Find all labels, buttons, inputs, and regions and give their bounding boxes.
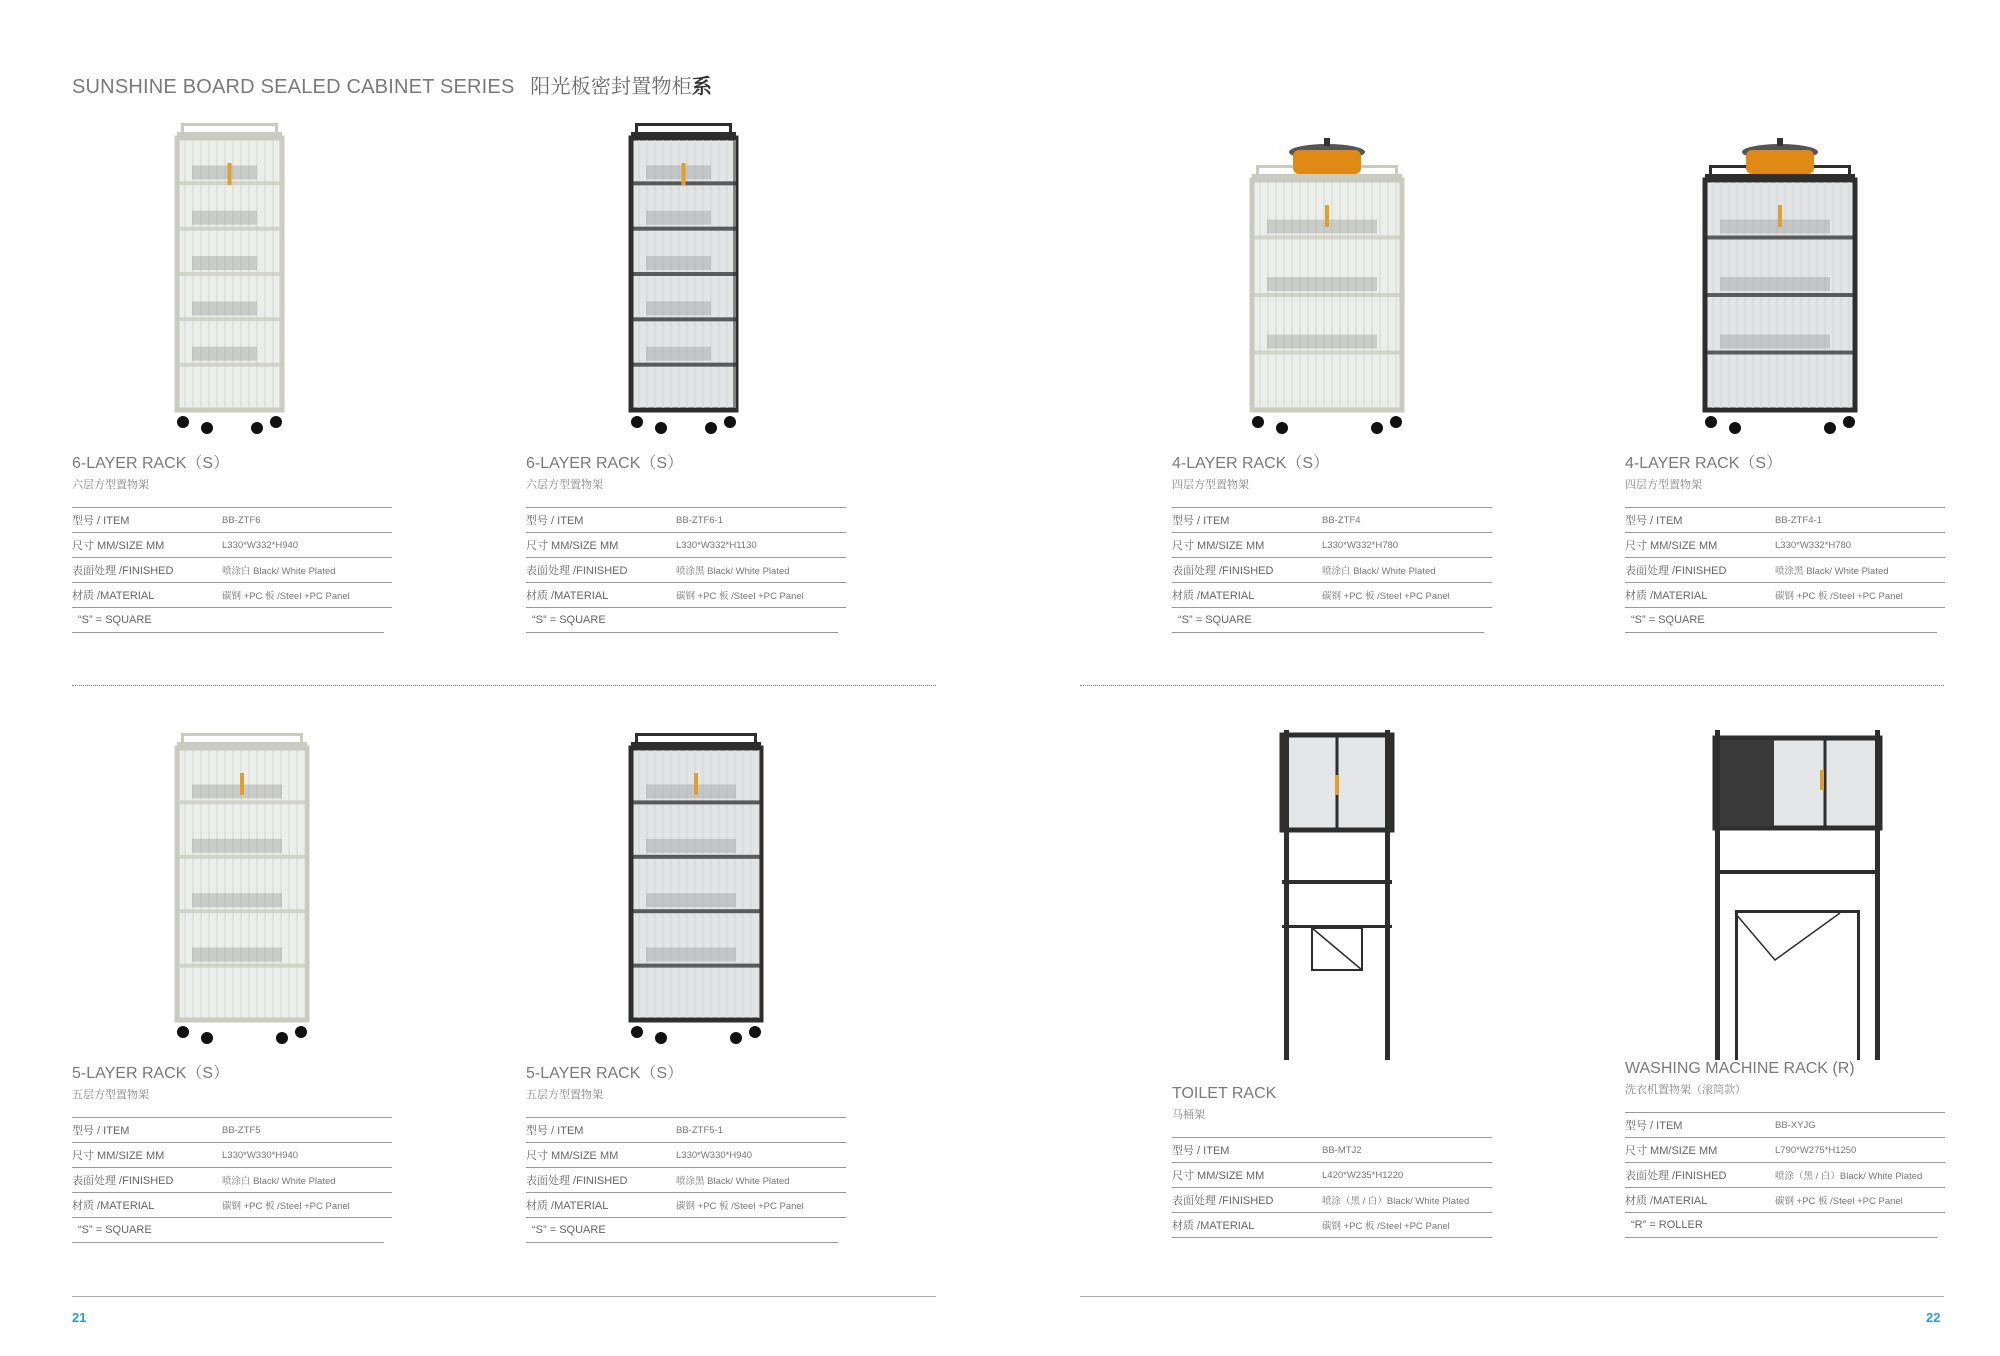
product-image	[1172, 120, 1492, 450]
spec-value: BB-ZTF5-1	[676, 1124, 723, 1136]
product-card	[1625, 120, 1945, 633]
spec-value: 喷涂白 Black/ White Plated	[222, 566, 336, 577]
spec-row-finished	[1172, 558, 1492, 583]
spec-row-finished	[526, 558, 846, 583]
spec-value: BB-ZTF5	[222, 1124, 261, 1136]
page-number-left: 21	[72, 1310, 87, 1325]
spec-row-size	[1625, 1138, 1945, 1163]
spec-value: 碳钢 +PC 板 /Steel +PC Panel	[1322, 1221, 1450, 1232]
spec-table	[72, 1117, 392, 1243]
spec-value: L790*W275*H1250	[1775, 1144, 1857, 1156]
product-card	[526, 120, 846, 633]
spec-label: 表面处理 /FINISHED	[526, 1175, 628, 1187]
product-image	[1625, 730, 1945, 1060]
spec-label: 材质 /MATERIAL	[1625, 590, 1708, 602]
product-card	[72, 730, 392, 1243]
product-card	[526, 730, 846, 1243]
left-row-divider	[72, 685, 936, 686]
spec-table	[72, 507, 392, 633]
product-title: 4-LAYER RACK（S）	[1625, 455, 1783, 472]
product-image	[526, 120, 846, 450]
product-card	[1172, 120, 1492, 633]
spec-row-item	[72, 508, 392, 533]
spec-value: 碳钢 +PC 板 /Steel +PC Panel	[676, 591, 804, 602]
product-image	[72, 120, 392, 450]
spec-row-size	[1172, 1163, 1492, 1188]
spec-label: 尺寸 MM/SIZE MM	[1172, 1170, 1265, 1182]
spec-row-finished	[72, 1168, 392, 1193]
spec-label: 尺寸 MM/SIZE MM	[72, 1150, 165, 1162]
spec-value: L330*W332*H780	[1775, 539, 1852, 551]
spec-value: 碳钢 +PC 板 /Steel +PC Panel	[1775, 591, 1903, 602]
spec-row-size	[1172, 533, 1492, 558]
product-title: 6-LAYER RACK（S）	[72, 455, 230, 472]
spec-row-item	[72, 1118, 392, 1143]
product-title: WASHING MACHINE RACK (R)	[1625, 1060, 1855, 1077]
product-title: 5-LAYER RACK（S）	[72, 1065, 230, 1082]
spec-row-material	[1625, 1188, 1945, 1213]
right-footer-rule	[1080, 1296, 1944, 1297]
spec-value: L330*W330*H940	[676, 1149, 753, 1161]
spec-value: BB-ZTF6-1	[676, 514, 723, 526]
spec-label: 型号 / ITEM	[72, 515, 130, 527]
spec-value: 喷涂黑 Black/ White Plated	[676, 566, 790, 577]
spec-value: BB-ZTF4	[1322, 514, 1361, 526]
spec-value: 碳钢 +PC 板 /Steel +PC Panel	[222, 591, 350, 602]
product-card	[72, 120, 392, 633]
product-subtitle: 五层方型置物架	[526, 1089, 603, 1101]
spec-row-item	[1172, 508, 1492, 533]
product-title: 5-LAYER RACK（S）	[526, 1065, 684, 1082]
spec-label: 尺寸 MM/SIZE MM	[72, 540, 165, 552]
spec-label: 材质 /MATERIAL	[1172, 1220, 1255, 1232]
spec-label: 表面处理 /FINISHED	[72, 1175, 174, 1187]
spec-table	[1172, 507, 1492, 633]
product-subtitle: 四层方型置物架	[1172, 479, 1249, 491]
product-subtitle: 洗衣机置物架（滚筒款）	[1625, 1084, 1746, 1096]
product-image	[526, 730, 846, 1060]
spec-label: 表面处理 /FINISHED	[72, 565, 174, 577]
product-title: TOILET RACK	[1172, 1085, 1277, 1102]
spec-label: 型号 / ITEM	[1172, 1145, 1230, 1157]
spec-label: 表面处理 /FINISHED	[1172, 1195, 1274, 1207]
spec-label: 尺寸 MM/SIZE MM	[526, 540, 619, 552]
product-title: 4-LAYER RACK（S）	[1172, 455, 1330, 472]
spec-value: 碳钢 +PC 板 /Steel +PC Panel	[1322, 591, 1450, 602]
product-image	[1172, 730, 1492, 1085]
right-row-divider	[1080, 685, 1944, 686]
series-title	[72, 70, 712, 99]
spec-row-size	[72, 1143, 392, 1168]
spec-value: 喷涂黑 Black/ White Plated	[676, 1176, 790, 1187]
spec-value: L420*W235*H1220	[1322, 1169, 1404, 1181]
product-title: 6-LAYER RACK（S）	[526, 455, 684, 472]
spec-row-material	[526, 1193, 846, 1218]
page-number-right: 22	[1926, 1310, 1941, 1325]
spec-row-item	[1625, 508, 1945, 533]
spec-row-item	[1172, 1138, 1492, 1163]
spec-table	[1625, 1112, 1945, 1238]
spec-value: L330*W332*H1130	[676, 539, 757, 551]
spec-label: 尺寸 MM/SIZE MM	[1625, 540, 1718, 552]
spec-value: 碳钢 +PC 板 /Steel +PC Panel	[1775, 1196, 1903, 1207]
spec-row-size	[72, 533, 392, 558]
spec-label: 型号 / ITEM	[526, 1125, 584, 1137]
product-subtitle: 六层方型置物架	[72, 479, 149, 491]
spec-value: 喷涂黑 Black/ White Plated	[1775, 566, 1889, 577]
spec-value: BB-XYJG	[1775, 1119, 1816, 1131]
spec-value: BB-ZTF6	[222, 514, 261, 526]
spec-label: 材质 /MATERIAL	[526, 590, 609, 602]
spec-note: “S” = SQUARE	[526, 608, 838, 633]
spec-label: 材质 /MATERIAL	[526, 1200, 609, 1212]
spec-label: 型号 / ITEM	[1625, 1120, 1683, 1132]
spec-label: 尺寸 MM/SIZE MM	[526, 1150, 619, 1162]
spec-row-finished	[1625, 1163, 1945, 1188]
spec-label: 表面处理 /FINISHED	[1172, 565, 1274, 577]
spec-value: 喷涂（黑 / 白）Black/ White Plated	[1322, 1196, 1470, 1207]
spec-row-finished	[1625, 558, 1945, 583]
spec-value: 喷涂（黑 / 白）Black/ White Plated	[1775, 1171, 1923, 1182]
spec-note: “S” = SQUARE	[1172, 608, 1484, 633]
spec-label: 型号 / ITEM	[526, 515, 584, 527]
product-card	[1625, 730, 1945, 1238]
spec-row-material	[1625, 583, 1945, 608]
product-subtitle: 五层方型置物架	[72, 1089, 149, 1101]
spec-note: “S” = SQUARE	[1625, 608, 1937, 633]
spec-value: BB-MTJ2	[1322, 1144, 1362, 1156]
spec-row-size	[526, 1143, 846, 1168]
spec-row-material	[72, 583, 392, 608]
series-title-cn: 阳光板密封置物柜系	[530, 76, 713, 98]
spec-label: 材质 /MATERIAL	[1625, 1195, 1708, 1207]
product-subtitle: 马桶架	[1172, 1109, 1205, 1121]
spec-table	[526, 1117, 846, 1243]
spec-label: 材质 /MATERIAL	[72, 1200, 155, 1212]
spec-label: 型号 / ITEM	[1625, 515, 1683, 527]
spec-table	[526, 507, 846, 633]
spec-label: 尺寸 MM/SIZE MM	[1172, 540, 1265, 552]
product-subtitle: 四层方型置物架	[1625, 479, 1702, 491]
spec-row-material	[1172, 1213, 1492, 1238]
spec-table	[1625, 507, 1945, 633]
spec-label: 表面处理 /FINISHED	[526, 565, 628, 577]
spec-value: L330*W332*H780	[1322, 539, 1399, 551]
product-image	[72, 730, 392, 1060]
left-footer-rule	[72, 1296, 936, 1297]
spec-row-item	[1625, 1113, 1945, 1138]
spec-row-finished	[1172, 1188, 1492, 1213]
spec-label: 表面处理 /FINISHED	[1625, 1170, 1727, 1182]
spec-note: “S” = SQUARE	[526, 1218, 838, 1243]
spec-value: 碳钢 +PC 板 /Steel +PC Panel	[676, 1201, 804, 1212]
spec-note: “S” = SQUARE	[72, 1218, 384, 1243]
spec-value: 喷涂白 Black/ White Plated	[1322, 566, 1436, 577]
product-image	[1625, 120, 1945, 450]
series-title-en: SUNSHINE BOARD SEALED CABINET SERIES	[72, 76, 515, 98]
spec-row-size	[1625, 533, 1945, 558]
spec-row-material	[1172, 583, 1492, 608]
spec-value: BB-ZTF4-1	[1775, 514, 1822, 526]
spec-value: L330*W330*H940	[222, 1149, 299, 1161]
spec-value: L330*W332*H940	[222, 539, 299, 551]
spec-row-material	[72, 1193, 392, 1218]
spec-label: 型号 / ITEM	[72, 1125, 130, 1137]
product-card	[1172, 730, 1492, 1238]
spec-label: 材质 /MATERIAL	[1172, 590, 1255, 602]
spec-label: 表面处理 /FINISHED	[1625, 565, 1727, 577]
spec-value: 喷涂白 Black/ White Plated	[222, 1176, 336, 1187]
product-subtitle: 六层方型置物架	[526, 479, 603, 491]
spec-row-size	[526, 533, 846, 558]
spec-row-item	[526, 1118, 846, 1143]
spec-row-finished	[72, 558, 392, 583]
spec-row-item	[526, 508, 846, 533]
spec-label: 型号 / ITEM	[1172, 515, 1230, 527]
spec-note: “S” = SQUARE	[72, 608, 384, 633]
spec-label: 尺寸 MM/SIZE MM	[1625, 1145, 1718, 1157]
spec-row-finished	[526, 1168, 846, 1193]
spec-table	[1172, 1137, 1492, 1238]
spec-note: “R” = ROLLER	[1625, 1213, 1937, 1238]
spec-value: 碳钢 +PC 板 /Steel +PC Panel	[222, 1201, 350, 1212]
spec-row-material	[526, 583, 846, 608]
spec-label: 材质 /MATERIAL	[72, 590, 155, 602]
